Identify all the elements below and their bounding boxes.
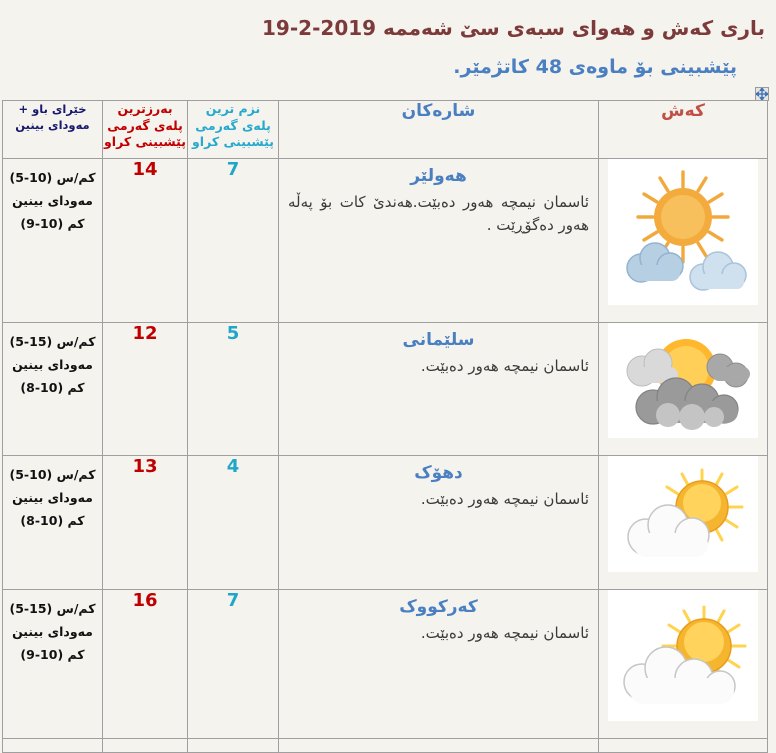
visibility-label: مەودای بینین bbox=[12, 490, 93, 505]
wind-visibility-cell bbox=[3, 323, 103, 456]
wind-speed: کم/س (15-5) bbox=[9, 601, 96, 616]
low-temp-value: 7 bbox=[226, 159, 240, 180]
wind-visibility-cell bbox=[3, 456, 103, 590]
sun-with-white-cloud-icon bbox=[608, 590, 758, 721]
low-temp-cell bbox=[188, 159, 279, 323]
low-temp-cell bbox=[188, 456, 279, 590]
high-temp-cell bbox=[103, 590, 188, 739]
visibility-label: مەودای بینین bbox=[12, 193, 93, 208]
city-forecast-text: ئاسمان نیمچە هەور دەبێت. bbox=[420, 357, 589, 375]
city-name: سلێمانی bbox=[402, 330, 475, 350]
move-arrows-icon bbox=[756, 88, 768, 100]
visibility-range: کم (10-9) bbox=[20, 647, 85, 662]
city-name: هەولێر bbox=[410, 166, 467, 186]
visibility-range: کم (10-9) bbox=[20, 216, 85, 231]
sun-with-white-cloud-icon bbox=[608, 456, 758, 572]
visibility-label: مەودای بینین bbox=[12, 357, 93, 372]
low-temp-cell bbox=[188, 590, 279, 739]
city-name: کەرکووک bbox=[399, 597, 478, 617]
low-temp-value: 7 bbox=[226, 590, 240, 611]
visibility-range: کم (10-8) bbox=[20, 513, 85, 528]
table-row bbox=[3, 590, 768, 739]
header-low-line: پلەی گەرمی bbox=[195, 117, 271, 133]
header-weather: کەش bbox=[599, 101, 768, 159]
header-row bbox=[3, 101, 768, 159]
weather-icon-cell bbox=[599, 323, 768, 456]
header-cities: شارەکان bbox=[279, 101, 599, 159]
empty-cell bbox=[279, 739, 599, 753]
city-forecast-text: ئاسمان نیمچە هەور دەبێت.هەندێ کات بۆ پەڵە هەور دەگۆڕێت . bbox=[288, 193, 589, 235]
city-cell bbox=[279, 590, 599, 739]
city-name: دهۆک bbox=[414, 463, 463, 483]
city-forecast-text: ئاسمان نیمچە هەور دەبێت. bbox=[420, 490, 589, 508]
high-temp-value: 13 bbox=[132, 456, 158, 477]
header-high-line: پێشبینی کراو bbox=[104, 134, 186, 149]
weather-icon-cell bbox=[599, 590, 768, 739]
page-subtitle: پێشبینی بۆ ماوەی 48 کاتژمێر. bbox=[453, 56, 737, 78]
sun-behind-gray-clouds-icon bbox=[608, 323, 758, 438]
low-temp-value: 5 bbox=[226, 323, 240, 344]
header-wind-line: خێرای باو + bbox=[18, 102, 87, 116]
header-low-line: پێشبینی کراو bbox=[192, 134, 274, 149]
table-move-handle[interactable] bbox=[755, 87, 769, 101]
empty-cell bbox=[103, 739, 188, 753]
high-temp-value: 14 bbox=[132, 159, 158, 180]
table-row bbox=[3, 159, 768, 323]
visibility-label: مەودای بینین bbox=[12, 624, 93, 639]
high-temp-value: 16 bbox=[132, 590, 158, 611]
wind-speed: کم/س (10-5) bbox=[9, 170, 96, 185]
city-cell bbox=[279, 456, 599, 590]
sun-behind-blue-clouds-icon bbox=[608, 159, 758, 305]
low-temp-value: 4 bbox=[226, 456, 240, 477]
clipped-row bbox=[3, 739, 768, 753]
empty-cell bbox=[599, 739, 768, 753]
page-title: باری کەش و هەوای سبەی سێ شەممە 2019-2-19 bbox=[262, 16, 765, 40]
high-temp-cell bbox=[103, 456, 188, 590]
header-wind-visibility bbox=[3, 101, 103, 159]
header-wind-line: مەودای بینین bbox=[15, 118, 90, 132]
city-cell bbox=[279, 323, 599, 456]
wind-visibility-cell bbox=[3, 590, 103, 739]
wind-speed: کم/س (15-5) bbox=[9, 334, 96, 349]
header-low-line: نزم ترین bbox=[205, 101, 261, 116]
header-high-temp bbox=[103, 101, 188, 159]
empty-cell bbox=[3, 739, 103, 753]
header-high-line: بەرزترین bbox=[117, 101, 173, 116]
empty-cell bbox=[188, 739, 279, 753]
high-temp-value: 12 bbox=[132, 323, 158, 344]
forecast-table bbox=[2, 100, 768, 753]
high-temp-cell bbox=[103, 159, 188, 323]
visibility-range: کم (10-8) bbox=[20, 380, 85, 395]
high-temp-cell bbox=[103, 323, 188, 456]
table-row bbox=[3, 456, 768, 590]
wind-speed: کم/س (10-5) bbox=[9, 467, 96, 482]
header-low-temp bbox=[188, 101, 279, 159]
city-cell bbox=[279, 159, 599, 323]
table-row bbox=[3, 323, 768, 456]
city-forecast-text: ئاسمان نیمچە هەور دەبێت. bbox=[420, 624, 589, 642]
weather-icon-cell bbox=[599, 456, 768, 590]
weather-icon-cell bbox=[599, 159, 768, 323]
wind-visibility-cell bbox=[3, 159, 103, 323]
low-temp-cell bbox=[188, 323, 279, 456]
header-high-line: پلەی گەرمی bbox=[107, 117, 183, 133]
